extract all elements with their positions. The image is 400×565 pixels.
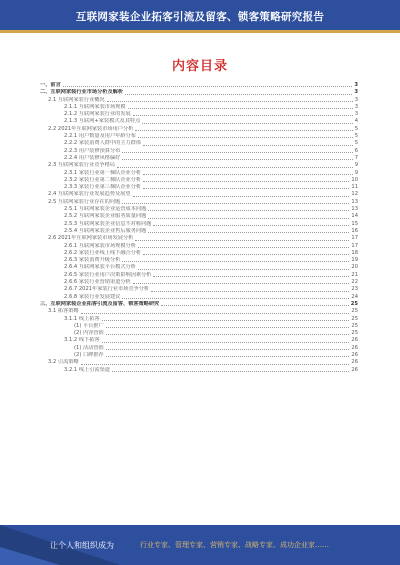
toc-entry-title: 2.6 2021年互联网家装市场发展分析 [48,235,134,242]
toc-entry-page: 19 [351,257,358,264]
toc-entry-page: 3 [354,89,358,96]
footer-roles: 行业专家、管理专家、营销专家、战略专家、成功企业家…… [140,541,329,549]
toc-entry-page: 6 [354,147,358,154]
toc-leader-dots [133,282,350,284]
toc-entry[interactable] [40,323,358,330]
toc-entry-title: 2.6.3 家装消费升级分析 [64,257,121,264]
toc-entry-title: 2.6.5 家装行业用户决策影响因素分析 [64,271,152,278]
toc-leader-dots [122,202,349,204]
toc-entry-page: 15 [351,220,358,227]
toc-entry[interactable] [40,243,358,250]
toc-entry-title: 2.2.4 用户装修风格偏好 [64,154,121,161]
toc-entry-page: 4 [354,118,358,125]
report-header [0,0,400,30]
toc-entry-title: 2.5.2 互联网家装企业服务质量问题 [64,213,147,220]
toc-entry-title: 三、互联网家装企业拓客引流及留客、锁客策略研究 [40,300,160,307]
toc-leader-dots [122,260,349,262]
toc-entry[interactable] [40,170,358,177]
toc-entry-title: (2) 口碑推荐 [74,351,104,358]
toc-entry-title: 3.2.1 线上引流渠道 [64,366,110,373]
toc-entry[interactable] [40,177,358,184]
toc-entry-title: 一、前言 [40,82,61,88]
toc-entry-page: 13 [351,206,358,213]
toc-entry-page: 26 [351,366,358,373]
toc-entry[interactable] [40,148,358,155]
toc-entry[interactable] [40,221,358,228]
toc-entry-page: 25 [351,330,358,337]
toc-entry[interactable] [40,257,358,264]
toc-entry[interactable] [40,264,358,271]
toc-entry-title: 2.6.2 家装行业线上线下融合分析 [64,249,142,256]
toc-entry[interactable] [40,235,358,242]
toc-entry[interactable] [40,199,358,206]
toc-entry-title: 2.5.1 互联网家装企业运营成本问题 [64,206,147,213]
toc-leader-dots [63,85,353,87]
report-title: 互联网家装企业拓客引流及留客、锁客策略研究报告 [75,11,325,23]
toc-entry-page: 7 [354,154,358,161]
toc-entry[interactable] [40,294,358,301]
toc-entry-title: 2.1.3 互联网+家装模式及其特点 [64,118,141,125]
toc-entry[interactable] [40,191,358,198]
toc-leader-dots [143,144,353,146]
toc-entry[interactable] [40,359,358,366]
toc-entry-title: (1) 活动营销 [74,344,104,351]
toc-entry-title: 3.1 拓客策略 [48,308,79,315]
toc-entry[interactable] [40,279,358,286]
toc-leader-dots [138,246,349,248]
toc-entry-page: 18 [351,249,358,256]
toc-entry-page: 14 [351,213,358,220]
toc-leader-dots [135,239,349,241]
toc-entry[interactable] [40,184,358,191]
toc-entry-page: 26 [351,359,358,366]
toc-leader-dots [142,122,352,124]
table-of-contents [40,82,358,374]
toc-leader-dots [106,355,350,357]
toc-leader-dots [125,93,352,95]
toc-entry[interactable] [40,228,358,235]
toc-entry-title: (1) 平台推广 [74,322,104,329]
toc-entry[interactable] [40,316,358,323]
toc-entry-title: 2.3.1 家装行业第一梯队企业分析 [64,169,142,176]
toc-entry[interactable] [40,367,358,374]
toc-leader-dots [102,319,350,321]
toc-entry-title: 2.3 互联网家装行业竞争格局 [48,162,115,169]
toc-entry-page: 13 [351,198,358,205]
toc-leader-dots [106,326,350,328]
toc-entry-page: 21 [351,271,358,278]
toc-entry-title: 2.3.3 家装行业第三梯队企业分析 [64,184,142,191]
toc-entry-title: 2.3.2 家装行业第二梯队企业分析 [64,176,142,183]
header-accent-line [0,30,400,33]
toc-entry-page: 5 [354,133,358,140]
toc-heading: 内容目录 [171,59,228,74]
toc-entry[interactable] [40,206,358,213]
toc-leader-dots [122,297,349,299]
toc-leader-dots [153,275,349,277]
toc-entry-page: 17 [351,242,358,249]
toc-leader-dots [81,363,350,365]
toc-leader-dots [122,158,352,160]
toc-leader-dots [106,333,350,335]
toc-entry[interactable] [40,104,358,111]
toc-leader-dots [135,129,352,131]
toc-entry[interactable] [40,286,358,293]
toc-entry-page: 25 [351,315,358,322]
toc-entry[interactable] [40,213,358,220]
toc-entry-page: 26 [351,344,358,351]
toc-leader-dots [151,290,349,292]
toc-entry-page: 3 [354,111,358,118]
report-footer [0,525,400,565]
toc-leader-dots [117,166,353,168]
toc-entry-title: 2.6.6 家装行业营销渠道分析 [64,279,131,286]
toc-entry-page: 16 [351,227,358,234]
toc-entry-page: 25 [351,308,358,315]
toc-entry-title: 2.5 互联网家装行业存在的问题 [48,198,121,205]
toc-entry-title: 3.1.2 线下拓客 [64,337,100,344]
toc-entry-title: 2.1.2 互联网家装行业的发展 [64,111,131,118]
toc-entry-title: 二、互联网家装行业市场分析及解析 [40,89,124,96]
toc-entry-title: (2) 内容营销 [74,330,104,337]
footer-slogan: 让个人和组织成为 [50,541,114,550]
toc-entry-title: 2.2.3 用户装修预算分布 [64,147,121,154]
toc-entry-title: 2.5.4 互联网家装企业售后服务问题 [64,227,147,234]
toc-entry-page: 25 [350,300,358,307]
toc-entry-page: 5 [354,140,358,147]
toc-leader-dots [148,209,349,211]
toc-entry-page: 3 [354,96,358,103]
toc-entry-title: 2.2 2021年互联网家装市场用户分析 [48,125,134,132]
toc-leader-dots [143,180,349,182]
toc-entry[interactable] [40,162,358,169]
toc-entry-page: 20 [351,264,358,271]
toc-entry-page: 25 [351,322,358,329]
toc-entry[interactable] [40,82,358,89]
toc-entry-title: 3.1.1 线上拓客 [64,315,100,322]
toc-entry-title: 2.1 互联网家装行业概况 [48,96,105,103]
toc-entry[interactable] [40,337,358,344]
toc-entry[interactable] [40,97,358,104]
toc-entry-page: 26 [351,337,358,344]
toc-entry-title: 2.4 互联网家装行业发展趋势及展望 [48,191,131,198]
toc-leader-dots [148,231,349,233]
toc-leader-dots [161,304,348,306]
toc-entry[interactable] [40,140,358,147]
toc-entry[interactable] [40,272,358,279]
toc-entry[interactable] [40,250,358,257]
toc-entry-title: 2.6.8 家装行业发展建议 [64,293,121,300]
toc-entry[interactable] [40,133,358,140]
toc-entry[interactable] [40,118,358,125]
toc-leader-dots [122,151,352,153]
toc-entry[interactable] [40,155,358,162]
toc-entry-page: 9 [354,169,358,176]
toc-entry-title: 2.6.7 2021年家装行业市场竞争分析 [64,286,150,293]
toc-leader-dots [112,370,349,372]
toc-leader-dots [138,136,353,138]
toc-entry-title: 2.5.3 互联网家装企业信息不对称问题 [64,220,152,227]
toc-entry[interactable] [40,345,358,352]
toc-entry-page: 12 [351,191,358,198]
toc-entry-page: 3 [354,82,358,88]
toc-entry-page: 10 [351,176,358,183]
toc-leader-dots [128,107,353,109]
toc-entry-page: 3 [354,103,358,110]
toc-entry-title: 3.2 引流策略 [48,359,79,366]
toc-entry[interactable] [40,330,358,337]
toc-entry[interactable] [40,308,358,315]
toc-entry-title: 2.2.2 家装消费人群中的主力群体 [64,140,142,147]
toc-entry[interactable] [40,126,358,133]
toc-entry[interactable] [40,111,358,118]
toc-leader-dots [143,173,353,175]
toc-leader-dots [106,348,350,350]
toc-leader-dots [81,312,350,314]
toc-leader-dots [138,268,349,270]
toc-entry-page: 9 [354,162,358,169]
toc-entry-page: 17 [351,235,358,242]
toc-leader-dots [133,114,353,116]
toc-leader-dots [107,100,353,102]
toc-entry-page: 22 [351,279,358,286]
toc-entry[interactable] [40,89,358,96]
toc-entry[interactable] [40,352,358,359]
toc-leader-dots [102,341,350,343]
toc-entry-title: 2.6.1 互联网家装市场规模分析 [64,242,136,249]
toc-leader-dots [148,217,349,219]
toc-entry-page: 5 [354,125,358,132]
toc-leader-dots [143,253,349,255]
toc-entry-page: 23 [351,286,358,293]
toc-entry-page: 26 [351,351,358,358]
toc-leader-dots [133,195,350,197]
toc-entry-page: 24 [351,293,358,300]
toc-entry-title: 2.6.4 互联网家装平台模式分析 [64,264,136,271]
toc-entry-page: 11 [351,184,358,191]
toc-leader-dots [143,187,349,189]
toc-entry[interactable] [40,301,358,308]
toc-leader-dots [153,224,349,226]
toc-entry-title: 2.2.1 用户数量及用户年龄分布 [64,133,136,140]
toc-entry-title: 2.1.1 互联网家装市场规模 [64,103,126,110]
